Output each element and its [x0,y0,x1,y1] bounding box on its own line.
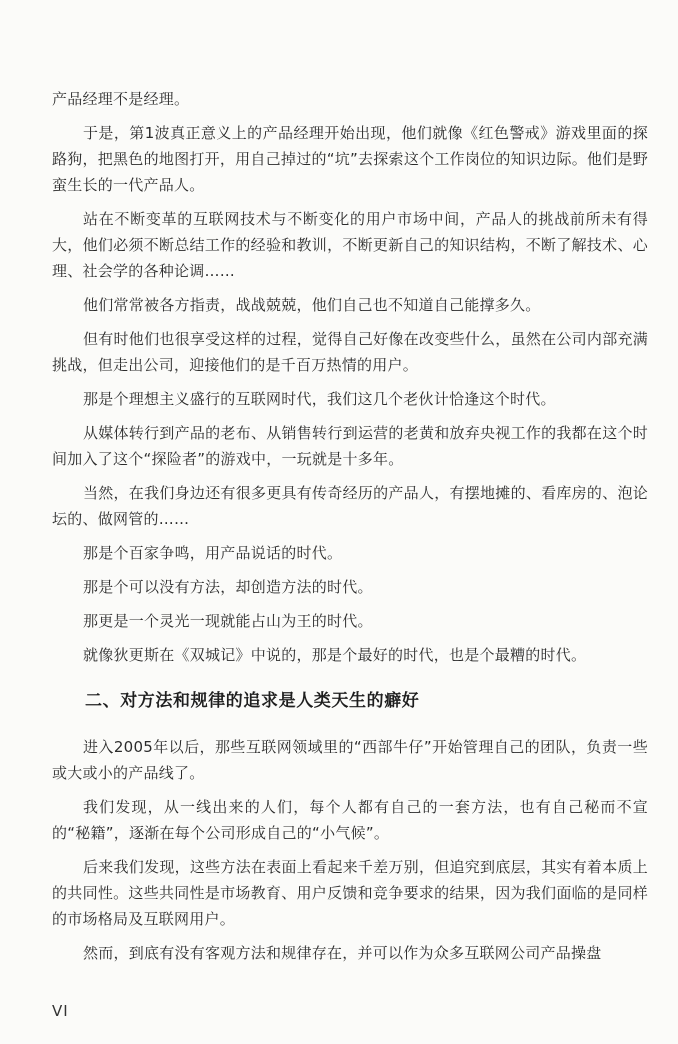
paragraph: 站在不断变革的互联网技术与不断变化的用户市场中间，产品人的挑战前所未有得大，他们必须不断总结工作的经验和教训，不断更新自己的知识结构，不断了解技术、心理、社会学的各种论调…… [52,210,648,280]
paragraph: 产品经理不是经理。 [52,90,190,108]
paragraph: 那是个理想主义盛行的互联网时代，我们这几个老伙计恰逢这个时代。 [83,390,556,408]
paragraph: 当然，在我们身边还有很多更具有传奇经历的产品人，有摆地摊的、看库房的、泡论坛的、做网管的…… [52,484,648,528]
paragraph: 进入2005年以后，那些互联网领域里的“西部牛仔”开始管理自己的团队，负责一些或大或小的产品线了。 [52,738,648,782]
paragraph: 他们常常被各方指责，战战兢兢，他们自己也不知道自己能撑多久。 [83,296,541,314]
paragraph: 那更是一个灵光一现就能占山为王的时代。 [83,612,373,630]
paragraph: 我们发现，从一线出来的人们，每个人都有自己的一套方法，也有自己秘而不宣的“秘籍”，逐渐在每个公司形成自己的“小气候”。 [52,798,648,842]
paragraph: 于是，第1波真正意义上的产品经理开始出现，他们就像《红色警戒》游戏里面的探路狗，把黑色的地图打开，用自己掉过的“坑”去探索这个工作岗位的知识边际。他们是野蛮生长的一代产品人。 [52,124,648,194]
paragraph: 然而，到底有没有客观方法和规律存在，并可以作为众多互联网公司产品操盘 [83,944,602,962]
paragraph: 后来我们发现，这些方法在表面上看起来千差万别，但追究到底层，其实有着本质上的共同性。这些共同性是市场教育、用户反馈和竞争要求的结果，因为我们面临的是同样的市场格局及互联网用户。 [52,858,648,928]
section-heading: 二、对方法和规律的追求是人类天生的癖好 [85,691,420,711]
paragraph: 但有时他们也很享受这样的过程，觉得自己好像在改变些什么，虽然在公司内部充满挑战，但走出公司，迎接他们的是千百万热情的用户。 [52,330,648,374]
page-body [52,86,648,974]
paragraph: 那是个可以没有方法，却创造方法的时代。 [83,578,373,596]
page-number: VI [52,1002,69,1020]
paragraph: 就像狄更斯在《双城记》中说的，那是个最好的时代，也是个最糟的时代。 [83,646,587,664]
paragraph: 那是个百家争鸣，用产品说话的时代。 [83,544,343,562]
paragraph: 从媒体转行到产品的老布、从销售转行到运营的老黄和放弃央视工作的我都在这个时间加入了这个“探险者”的游戏中，一玩就是十多年。 [52,424,648,468]
